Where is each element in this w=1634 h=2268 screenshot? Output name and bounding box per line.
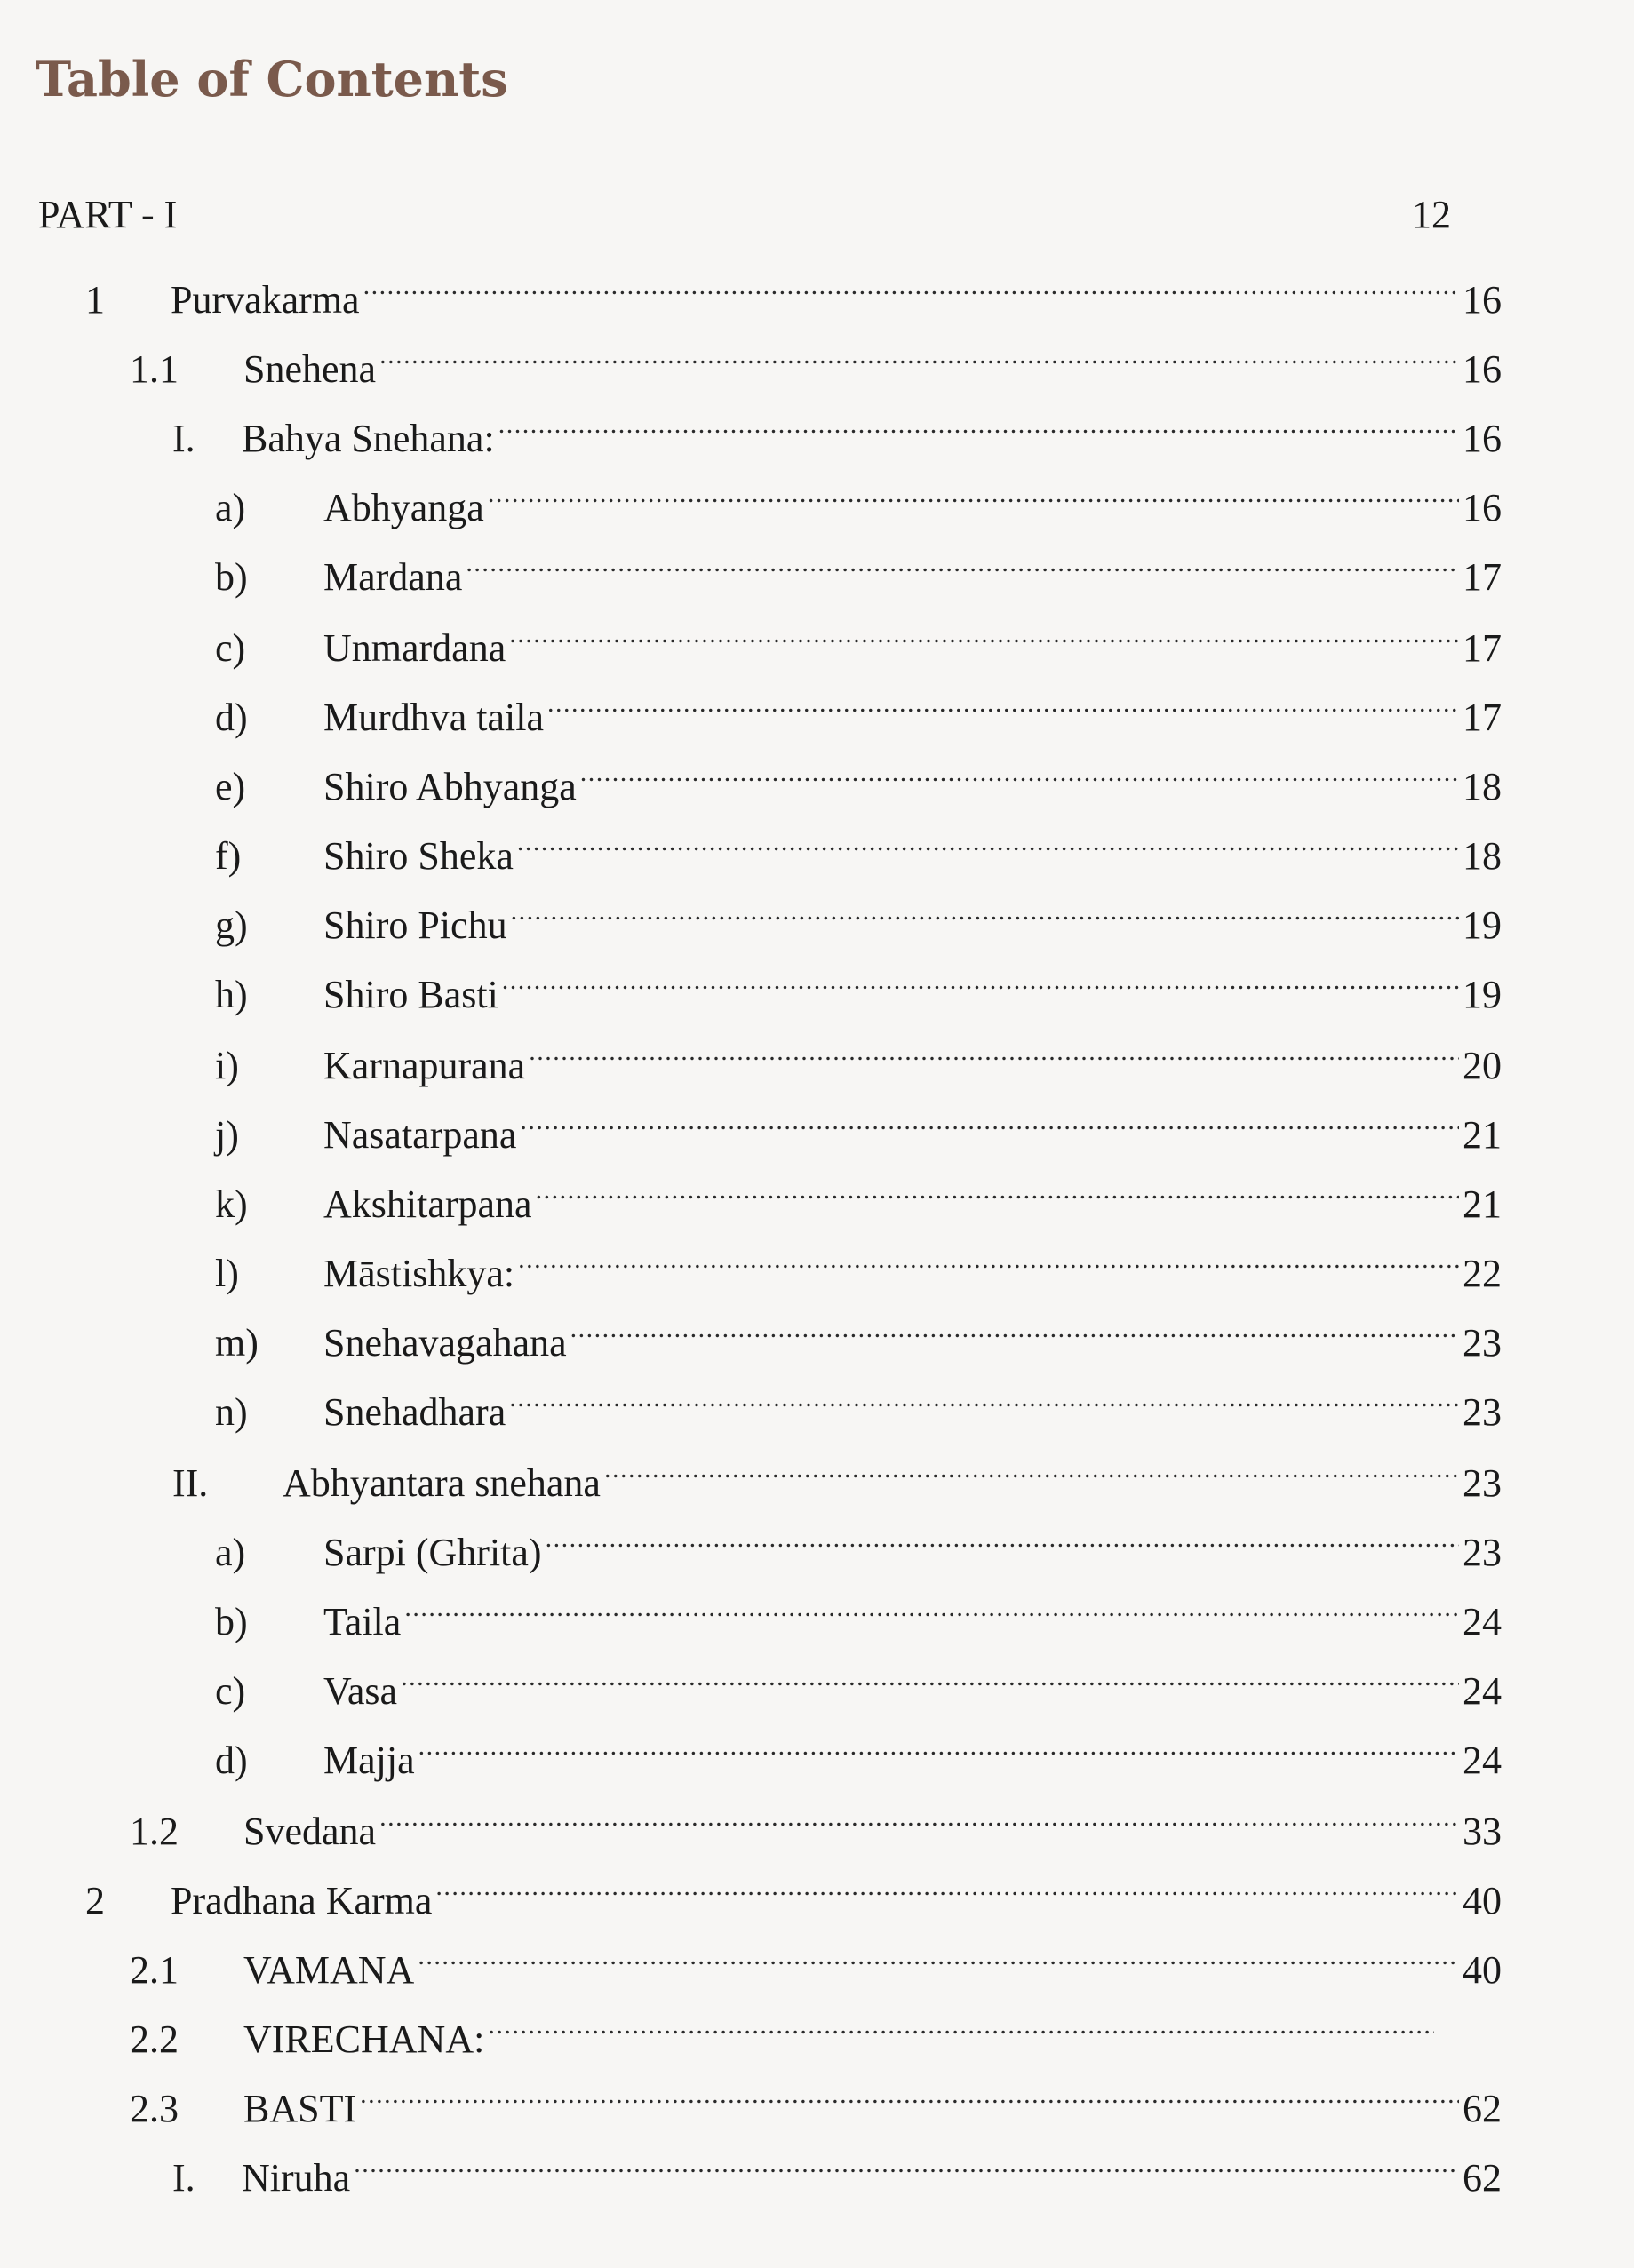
toc-entry-number: I. (172, 417, 195, 460)
dot-leader (498, 398, 1459, 451)
toc-entry-title: Abhyanga (323, 486, 484, 529)
toc-entry-title: Unmardana (323, 626, 506, 670)
toc-entry[interactable] (215, 816, 1502, 878)
toc-entry-number: m) (215, 1321, 259, 1365)
toc-entry-page-number: 23 (1463, 1390, 1502, 1434)
dot-leader (547, 677, 1459, 730)
dot-leader (570, 1302, 1459, 1356)
toc-entry[interactable] (215, 1164, 1502, 1226)
toc-entry-title: Svedana (243, 1810, 377, 1853)
toc-entry-number: e) (215, 765, 246, 808)
toc-entry-page-number: 40 (1463, 1879, 1502, 1922)
dot-leader (466, 537, 1459, 590)
dot-leader (580, 746, 1459, 800)
toc-entry-page-number: 18 (1463, 834, 1502, 878)
toc-entry-title: Shiro Abhyanga (323, 765, 577, 808)
toc-entry[interactable] (85, 1860, 1502, 1922)
toc-entry[interactable] (130, 329, 1502, 391)
toc-entry-number: I. (172, 2156, 195, 2200)
toc-entry-title: Bahya Snehana: (242, 417, 495, 460)
toc-entry-title: Pradhana Karma (171, 1879, 433, 1922)
toc-entry-page-number: 23 (1463, 1321, 1502, 1365)
toc-entry-page-number: 23 (1463, 1461, 1502, 1505)
toc-entry-number: 2.3 (130, 2087, 179, 2130)
toc-entry-title: Vasa (323, 1669, 398, 1713)
toc-entry[interactable] (215, 1512, 1502, 1574)
dot-leader (546, 1512, 1459, 1565)
dot-leader (517, 816, 1459, 869)
dot-leader (360, 2068, 1459, 2121)
dot-leader (509, 608, 1459, 661)
toc-entry[interactable] (85, 259, 1502, 322)
dot-leader (509, 1372, 1459, 1425)
toc-entry-title: Majja (323, 1739, 415, 1782)
toc-entry-title: Niruha (242, 2156, 351, 2200)
toc-entry-number: l) (215, 1252, 239, 1295)
toc-entry-number: b) (215, 555, 248, 599)
dot-leader (511, 885, 1459, 938)
toc-entry-page-number: 16 (1463, 278, 1502, 322)
toc-entry[interactable] (172, 398, 1502, 460)
toc-entry-number: a) (215, 1531, 246, 1574)
toc-entry-number: d) (215, 696, 248, 739)
dot-leader (363, 259, 1459, 313)
toc-entry[interactable] (130, 2068, 1502, 2130)
toc-entry[interactable] (215, 885, 1502, 947)
toc-entry-number: 1 (85, 278, 105, 322)
toc-entry[interactable] (215, 1651, 1502, 1713)
toc-entry-number: i) (215, 1044, 239, 1087)
toc-entry-page-number: 22 (1463, 1252, 1502, 1295)
toc-entry-title: Snehena (243, 347, 377, 391)
page-title: Table of Contents (36, 51, 508, 107)
dot-leader (418, 1720, 1459, 1773)
toc-entry-title: Shiro Basti (323, 973, 498, 1016)
part-label: PART - I (38, 193, 178, 236)
dot-leader (404, 1581, 1459, 1635)
toc-entry-page-number: 24 (1463, 1600, 1502, 1643)
dot-leader (354, 2137, 1459, 2191)
toc-entry-page-number: 33 (1463, 1810, 1502, 1853)
toc-entry-page-number: 40 (1463, 1948, 1502, 1992)
toc-entry[interactable] (172, 2137, 1502, 2200)
toc-entry-page-number: 16 (1463, 486, 1502, 529)
toc-entry-title: VAMANA (243, 1948, 415, 1992)
dot-leader (418, 1930, 1459, 1983)
part-heading (38, 188, 1451, 242)
toc-entry-title: BASTI (243, 2087, 357, 2130)
toc-entry-title: VIRECHANA: (243, 2017, 485, 2061)
toc-entry[interactable] (215, 954, 1502, 1016)
toc-entry[interactable] (215, 1094, 1502, 1157)
toc-entry-number: 1.1 (130, 347, 179, 391)
toc-entry-number: c) (215, 1669, 246, 1713)
toc-entry-page-number: 23 (1463, 1531, 1502, 1574)
toc-entry[interactable] (172, 1443, 1502, 1505)
toc-entry[interactable] (215, 608, 1502, 670)
toc-entry-number: b) (215, 1600, 248, 1643)
toc-entry-number: 2.2 (130, 2017, 179, 2061)
dot-leader (502, 954, 1459, 1007)
toc-entry-page-number: 16 (1463, 347, 1502, 391)
toc-entry-title: Mardana (323, 555, 463, 599)
toc-entry[interactable] (215, 1581, 1502, 1643)
toc-entry-page-number: 16 (1463, 417, 1502, 460)
toc-entry[interactable] (215, 1233, 1502, 1295)
toc-entry-number: h) (215, 973, 248, 1016)
dot-leader (488, 1999, 1434, 2052)
toc-entry[interactable] (215, 1025, 1502, 1087)
toc-entry[interactable] (215, 537, 1502, 599)
toc-entry-page-number: 24 (1463, 1739, 1502, 1782)
toc-entry[interactable] (215, 1720, 1502, 1782)
toc-entry-page-number: 62 (1463, 2087, 1502, 2130)
toc-entry-title: Māstishkya: (323, 1252, 515, 1295)
toc-entry-page-number: 21 (1463, 1113, 1502, 1157)
dot-leader (488, 467, 1459, 521)
toc-entry-title: Shiro Sheka (323, 834, 514, 878)
toc-entry[interactable] (130, 1791, 1502, 1853)
toc-entry[interactable] (215, 677, 1502, 739)
toc-entry-number: 2 (85, 1879, 105, 1922)
dot-leader (435, 1860, 1459, 1914)
toc-entry-title: Murdhva taila (323, 696, 545, 739)
toc-entry-number: f) (215, 834, 242, 878)
toc-entry-page-number: 19 (1463, 903, 1502, 947)
dot-leader (379, 1791, 1459, 1844)
toc-entry[interactable] (130, 1930, 1502, 1992)
toc-entry-number: n) (215, 1390, 248, 1434)
dot-leader (520, 1094, 1459, 1148)
toc-entry-page-number: 17 (1463, 696, 1502, 739)
toc-entry-number: c) (215, 626, 246, 670)
dot-leader (529, 1025, 1459, 1078)
toc-entry-page-number: 17 (1463, 555, 1502, 599)
toc-entry-number: g) (215, 903, 248, 947)
dot-leader (536, 1164, 1459, 1217)
toc-entry-number: II. (172, 1461, 209, 1505)
toc-entry-page-number: 24 (1463, 1669, 1502, 1713)
toc-entry-title: Taila (323, 1600, 402, 1643)
toc-entry[interactable] (215, 467, 1502, 529)
toc-entry-title: Karnapurana (323, 1044, 526, 1087)
toc-entry-number: j) (215, 1113, 239, 1157)
toc-entry-page-number: 17 (1463, 626, 1502, 670)
toc-entry-number: a) (215, 486, 246, 529)
toc-entry-title: Abhyantara snehana (283, 1461, 601, 1505)
toc-entry-title: Snehadhara (323, 1390, 506, 1434)
toc-entry-title: Snehavagahana (323, 1321, 567, 1365)
part-page-number: 12 (1412, 193, 1451, 236)
dot-leader (379, 329, 1459, 382)
toc-entry[interactable] (130, 1999, 1438, 2061)
toc-entry[interactable] (215, 746, 1502, 808)
toc-entry-title: Shiro Pichu (323, 903, 507, 947)
toc-entry-page-number: 20 (1463, 1044, 1502, 1087)
toc-entry-title: Purvakarma (171, 278, 360, 322)
toc-entry-title: Nasatarpana (323, 1113, 517, 1157)
dot-leader (518, 1233, 1459, 1286)
toc-entry-page-number: 19 (1463, 973, 1502, 1016)
toc-entry[interactable] (215, 1372, 1502, 1434)
dot-leader (401, 1651, 1459, 1704)
toc-entry-number: 1.2 (130, 1810, 179, 1853)
toc-entry-number: k) (215, 1182, 248, 1226)
toc-entry-page-number: 62 (1463, 2156, 1502, 2200)
toc-entry-number: 2.1 (130, 1948, 179, 1992)
toc-entry-page-number: 18 (1463, 765, 1502, 808)
toc-entry-number: d) (215, 1739, 248, 1782)
dot-leader (604, 1443, 1459, 1496)
toc-entry-title: Sarpi (Ghrita) (323, 1531, 542, 1574)
toc-entry[interactable] (215, 1302, 1502, 1365)
toc-entry-title: Akshitarpana (323, 1182, 532, 1226)
toc-entry-page-number: 21 (1463, 1182, 1502, 1226)
